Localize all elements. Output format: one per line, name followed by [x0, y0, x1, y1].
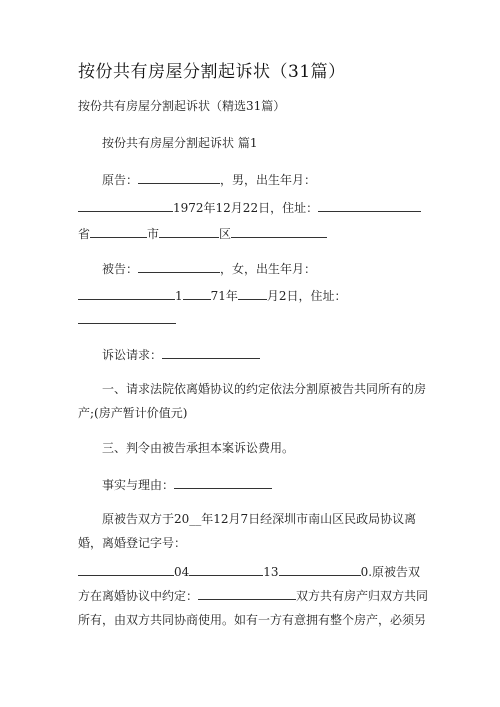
defendant-birth-line: [78, 287, 347, 304]
agreement-blank: [198, 587, 296, 600]
facts-line1: 原被告双方于20__年12月7日经深圳市南山区民政局协议离: [102, 512, 417, 526]
claims-blank: [162, 346, 260, 359]
document-subtitle: 按份共有房屋分割起诉状（精选31篇）: [78, 99, 286, 113]
claims-line: [102, 346, 260, 363]
district-label: 区: [219, 227, 232, 241]
claim1-line1: 一、请求法院依离婚协议的约定依法分割原被告共同所有的房: [102, 382, 427, 396]
facts-line5: 所有，由双方共同协商使用。如有一方有意拥有整个房产，必须另: [78, 613, 427, 627]
blank: [78, 199, 173, 212]
defendant-label: 被告：: [102, 262, 139, 276]
blank: [279, 563, 361, 576]
blank: [78, 287, 175, 300]
plaintiff-name-blank: [138, 171, 220, 184]
blank: [238, 287, 267, 300]
defendant-address-line: [78, 311, 176, 328]
facts-line2: 婚，离婚登记字号：: [78, 536, 187, 550]
section-heading: 按份共有房屋分割起诉状 篇1: [102, 136, 258, 150]
facts-line4b: 双方共有房产归双方共同: [296, 589, 429, 603]
claim3-line: 三、判令由被告承担本案诉讼费用。: [102, 441, 295, 455]
province-blank: [90, 225, 147, 238]
facts-line4a: 方在离婚协议中约定：: [78, 589, 199, 603]
blank: [78, 563, 174, 576]
facts-blank: [174, 476, 272, 489]
reg-seg3: 0.原被告双: [360, 565, 421, 579]
plaintiff-address-line: [78, 225, 327, 242]
defendant-line: [102, 260, 316, 277]
claims-label: 诉讼请求：: [102, 348, 163, 362]
plaintiff-gender-text: ，男，出生年月：: [220, 173, 317, 187]
plaintiff-birth-text: 1972年12月22日，住址：: [173, 201, 319, 215]
plaintiff-line: [102, 171, 316, 188]
defendant-name-blank: [138, 260, 220, 273]
facts-line4: [78, 587, 428, 604]
city-blank: [159, 225, 219, 238]
plaintiff-birth-line: [78, 199, 421, 216]
reg-seg1: 04: [174, 565, 190, 579]
facts-label-line: [102, 476, 272, 493]
facts-label: 事实与理由：: [102, 478, 175, 492]
province-label: 省: [78, 227, 91, 241]
city-label: 市: [147, 227, 160, 241]
document-title: 按份共有房屋分割起诉状（31篇）: [78, 62, 346, 82]
defendant-birth-seg2: 71年: [210, 289, 238, 303]
district-blank: [231, 225, 327, 238]
claim1-line2: 产;(房产暂计价值元): [78, 406, 188, 420]
defendant-gender-text: ，女，出生年月：: [220, 262, 317, 276]
blank: [183, 287, 211, 300]
blank: [189, 563, 263, 576]
defendant-address-blank: [78, 311, 176, 324]
registration-number-line: [78, 563, 420, 580]
defendant-birth-seg3: 月2日，住址：: [266, 289, 347, 303]
plaintiff-address-blank: [318, 199, 421, 212]
defendant-birth-seg1: 1: [175, 289, 183, 303]
plaintiff-label: 原告：: [102, 173, 139, 187]
reg-seg2: 13: [263, 565, 279, 579]
